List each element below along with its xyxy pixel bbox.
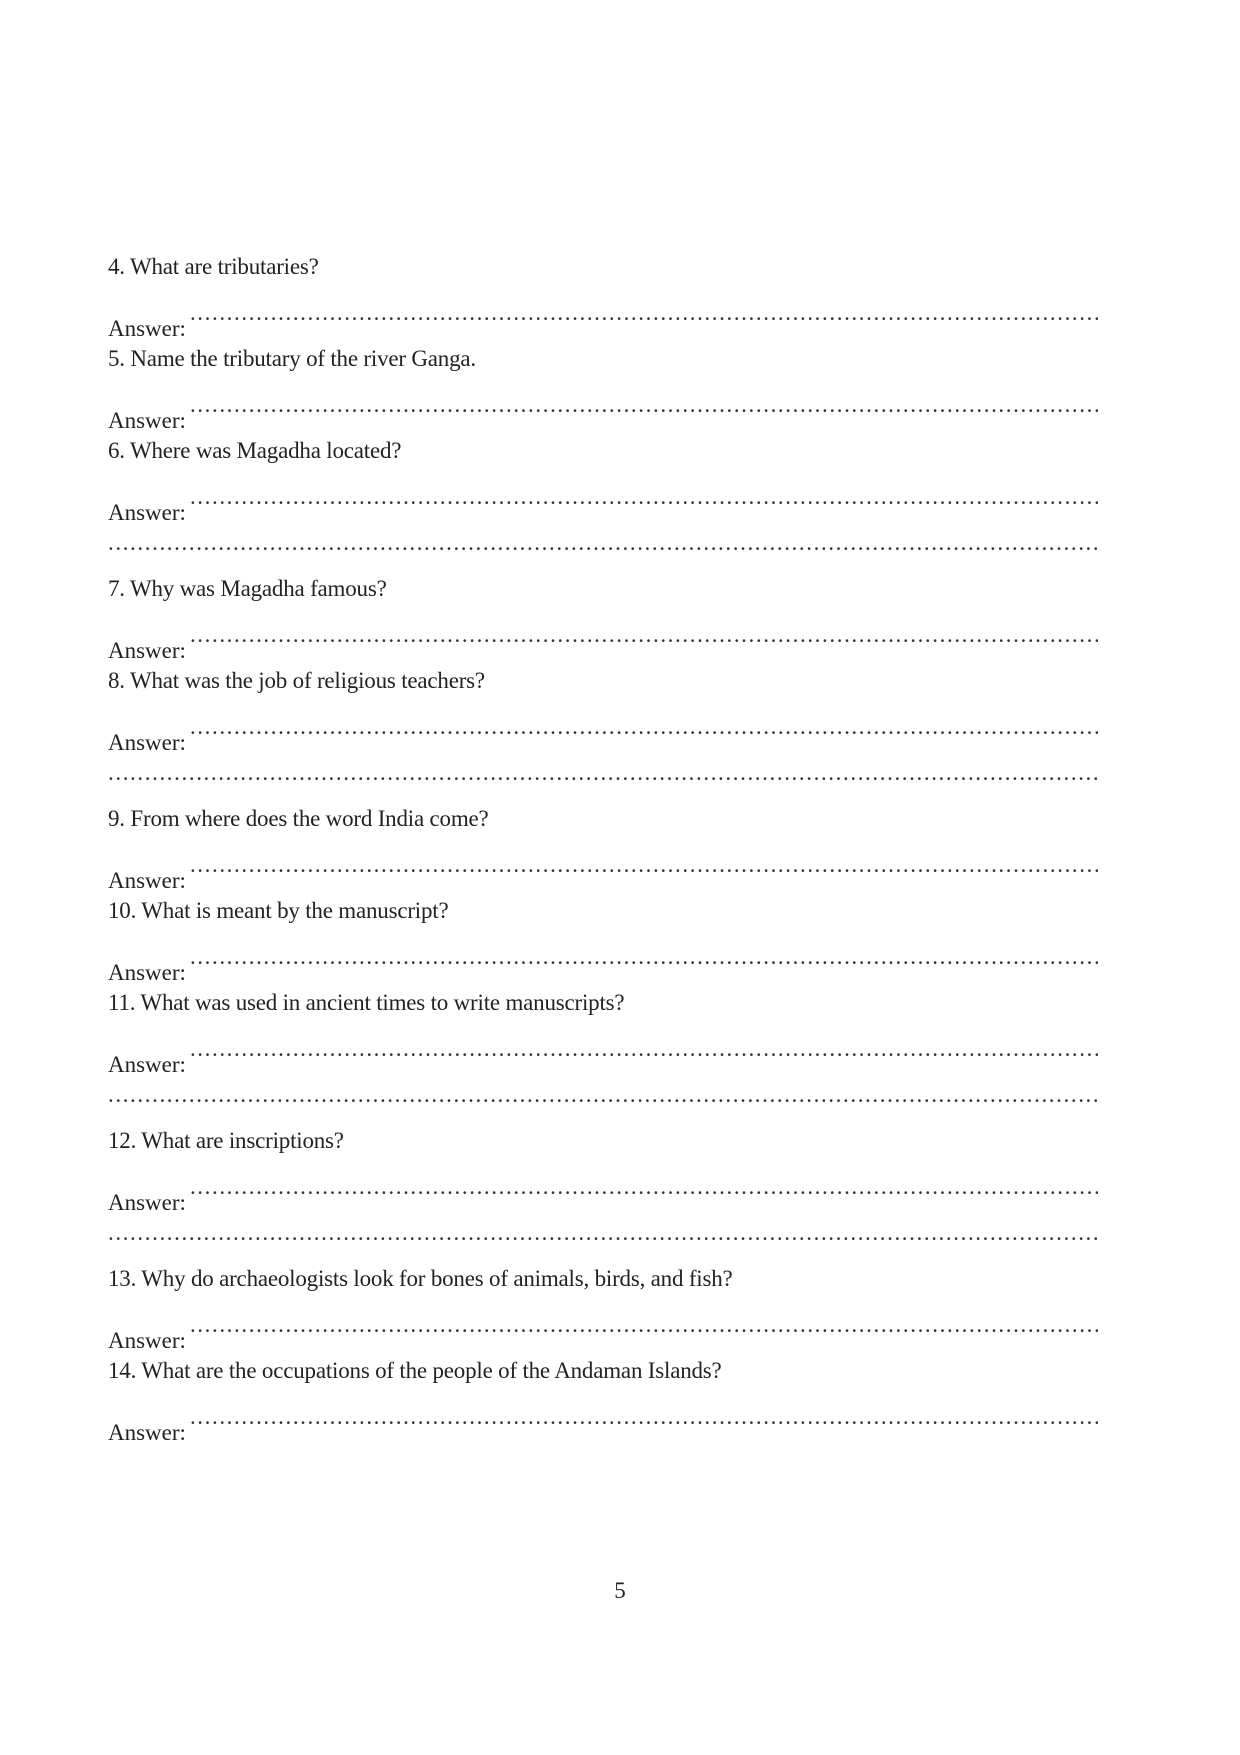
answer-label: Answer: <box>108 730 186 750</box>
question-block <box>108 428 1098 566</box>
answer-line[interactable] <box>108 842 1098 888</box>
answer-blank[interactable] <box>190 704 1098 750</box>
answer-blank[interactable] <box>108 1072 1098 1118</box>
answer-label: Answer: <box>108 500 186 520</box>
answer-line[interactable] <box>108 1026 1098 1072</box>
question-block <box>108 336 1098 428</box>
answer-blank[interactable] <box>190 842 1098 888</box>
question-block <box>108 1256 1098 1348</box>
answer-line[interactable] <box>108 1394 1098 1440</box>
answer-label: Answer: <box>108 408 186 428</box>
question-block <box>108 244 1098 336</box>
answer-blank[interactable] <box>108 520 1098 566</box>
answer-line[interactable] <box>108 704 1098 750</box>
answer-continuation-line[interactable] <box>108 1210 1098 1256</box>
answer-blank[interactable] <box>190 290 1098 336</box>
answer-label: Answer: <box>108 1052 186 1072</box>
question-block <box>108 658 1098 796</box>
answer-continuation-line[interactable] <box>108 1072 1098 1118</box>
question-text: 5. Name the tributary of the river Ganga. <box>108 346 476 371</box>
answer-line[interactable] <box>108 612 1098 658</box>
question-list <box>108 244 1098 1440</box>
question-text: 14. What are the occupations of the people of the Andaman Islands? <box>108 1358 722 1383</box>
question-text: 9. From where does the word India come? <box>108 806 489 831</box>
answer-line[interactable] <box>108 382 1098 428</box>
question-text: 8. What was the job of religious teachers? <box>108 668 485 693</box>
answer-label: Answer: <box>108 960 186 980</box>
answer-blank[interactable] <box>190 474 1098 520</box>
answer-blank[interactable] <box>190 934 1098 980</box>
question-block <box>108 980 1098 1118</box>
answer-blank[interactable] <box>108 750 1098 796</box>
answer-continuation-line[interactable] <box>108 750 1098 796</box>
answer-blank[interactable] <box>190 612 1098 658</box>
answer-continuation-line[interactable] <box>108 520 1098 566</box>
answer-label: Answer: <box>108 868 186 888</box>
page-number: 5 <box>614 1578 626 1603</box>
answer-label: Answer: <box>108 316 186 336</box>
question-text: 4. What are tributaries? <box>108 254 319 279</box>
question-text: 10. What is meant by the manuscript? <box>108 898 449 923</box>
answer-label: Answer: <box>108 1420 186 1440</box>
answer-line[interactable] <box>108 934 1098 980</box>
question-text: 11. What was used in ancient times to write manuscripts? <box>108 990 625 1015</box>
answer-label: Answer: <box>108 1190 186 1210</box>
question-block <box>108 796 1098 888</box>
answer-label: Answer: <box>108 1328 186 1348</box>
question-text: 13. Why do archaeologists look for bones of animals, birds, and fish? <box>108 1266 733 1291</box>
answer-blank[interactable] <box>190 1302 1098 1348</box>
answer-line[interactable] <box>108 474 1098 520</box>
answer-blank[interactable] <box>190 1394 1098 1440</box>
question-text: 7. Why was Magadha famous? <box>108 576 387 601</box>
question-block <box>108 888 1098 980</box>
answer-blank[interactable] <box>190 1026 1098 1072</box>
question-text: 12. What are inscriptions? <box>108 1128 344 1153</box>
question-text: 6. Where was Magadha located? <box>108 438 402 463</box>
answer-line[interactable] <box>108 1164 1098 1210</box>
question-block <box>108 1118 1098 1256</box>
answer-blank[interactable] <box>108 1210 1098 1256</box>
answer-blank[interactable] <box>190 382 1098 428</box>
answer-blank[interactable] <box>190 1164 1098 1210</box>
answer-line[interactable] <box>108 290 1098 336</box>
answer-line[interactable] <box>108 1302 1098 1348</box>
question-block <box>108 1348 1098 1440</box>
answer-label: Answer: <box>108 638 186 658</box>
question-block <box>108 566 1098 658</box>
